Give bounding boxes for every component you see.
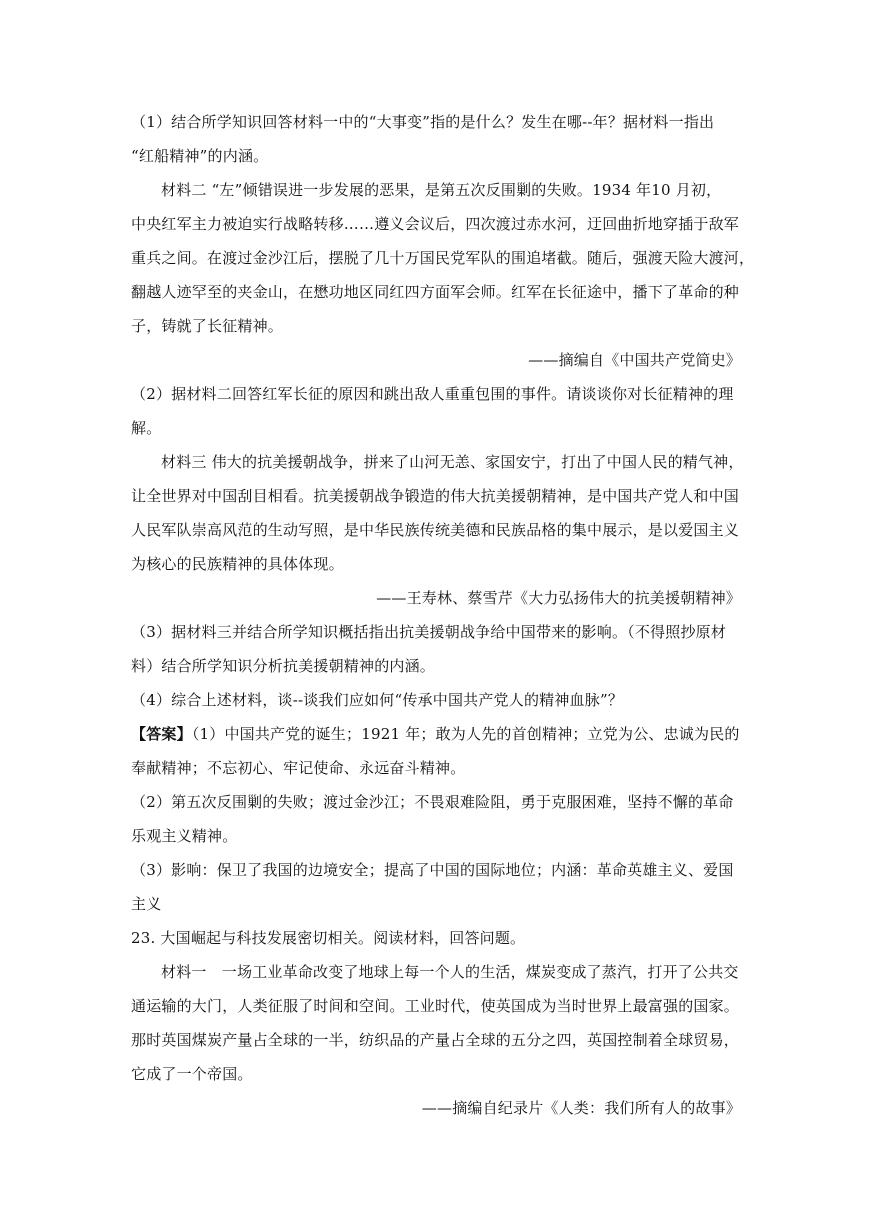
- material-2-line-5: 子，铸就了长征精神。: [131, 317, 284, 335]
- q23-material-1-line-3: 那时英国煤炭产量占全球的一半，纺织品的产量占全球的五分之四，英国控制着全球贸易，: [131, 1031, 740, 1049]
- q23-material-1-line-2: 通运输的大门，人类征服了时间和空间。工业时代，使英国成为当时世界上最富强的国家。: [131, 997, 740, 1015]
- material-2-source: ——摘编自《中国共产党简史》: [528, 351, 741, 369]
- q23-material-1-line-1: 材料一 一场工业革命改变了地球上每一个人的生活，煤炭变成了蒸汽，打开了公共交: [161, 963, 739, 981]
- answer-3-line-1: （3）影响：保卫了我国的边境安全；提高了中国的国际地位；内涵：革命英雄主义、爱国: [131, 861, 734, 879]
- material-2-line-3: 重兵之间。在渡过金沙江后，摆脱了几十万国民党军队的围追堵截。随后，强渡天险大渡河，: [131, 249, 755, 267]
- question-3-line-2: 料）结合所学知识分析抗美援朝精神的内涵。: [131, 657, 436, 675]
- material-2-line-1: 材料二 “左”倾错误进一步发展的恶果，是第五次反围剿的失败。1934 年10 月初，: [161, 181, 722, 199]
- material-2-line-2: 中央红军主力被迫实行战略转移……遵义会议后，四次渡过赤水河，迂回曲折地穿插于敌军: [131, 215, 740, 233]
- question-1-line-1: （1）结合所学知识回答材料一中的“大事变”指的是什么？发生在哪--年？据材料一指出: [131, 113, 715, 131]
- answer-2-line-1: （2）第五次反围剿的失败；渡过金沙江；不畏艰难险阻，勇于克服困难，坚持不懈的革命: [131, 793, 734, 811]
- answer-2-line-2: 乐观主义精神。: [131, 827, 238, 845]
- answer-1-text: （1）中国共产党的诞生；1921 年；敢为人先的首创精神；立党为公、忠诚为民的: [191, 725, 740, 743]
- material-3-source: ——王寿林、蔡雪芹《大力弘扬伟大的抗美援朝精神》: [376, 589, 741, 607]
- material-3-line-1: 材料三 伟大的抗美援朝战争，拼来了山河无恙、家国安宁，打出了中国人民的精气神，: [161, 453, 744, 471]
- question-2-line-2: 解。: [131, 419, 162, 437]
- answer-tag: 【答案】: [131, 725, 192, 743]
- question-23-title: 23. 大国崛起与科技发展密切相关。阅读材料，回答问题。: [131, 929, 526, 947]
- question-2-line-1: （2）据材料二回答红军长征的原因和跳出敌人重重包围的事件。请谈谈你对长征精神的理: [131, 385, 734, 403]
- question-1-line-2: “红船精神”的内涵。: [131, 147, 269, 165]
- material-3-line-3: 人民军队崇高风范的生动写照，是中华民族传统美德和民族品格的集中展示，是以爱国主义: [131, 521, 740, 539]
- material-2-line-4: 翻越人迹罕至的夹金山，在懋功地区同红四方面军会师。红军在长征途中，播下了革命的种: [131, 283, 740, 301]
- answer-3-line-2: 主义: [131, 895, 162, 913]
- q23-material-1-source: ——摘编自纪录片《人类：我们所有人的故事》: [421, 1099, 741, 1117]
- question-4-line-1: （4）综合上述材料，谈--谈我们应如何“传承中国共产党人的精神血脉”？: [131, 691, 624, 709]
- answer-1-line-1: [131, 724, 741, 744]
- q23-material-1-line-4: 它成了一个帝国。: [131, 1065, 253, 1083]
- answer-1-line-2: 奉献精神；不忘初心、牢记使命、永远奋斗精神。: [131, 759, 466, 777]
- material-3-line-2: 让全世界对中国刮目相看。抗美援朝战争锻造的伟大抗美援朝精神，是中国共产党人和中国: [131, 487, 740, 505]
- question-3-line-1: （3）据材料三并结合所学知识概括指出抗美援朝战争给中国带来的影响。（不得照抄原材: [131, 623, 727, 641]
- material-3-line-4: 为核心的民族精神的具体体现。: [131, 555, 344, 573]
